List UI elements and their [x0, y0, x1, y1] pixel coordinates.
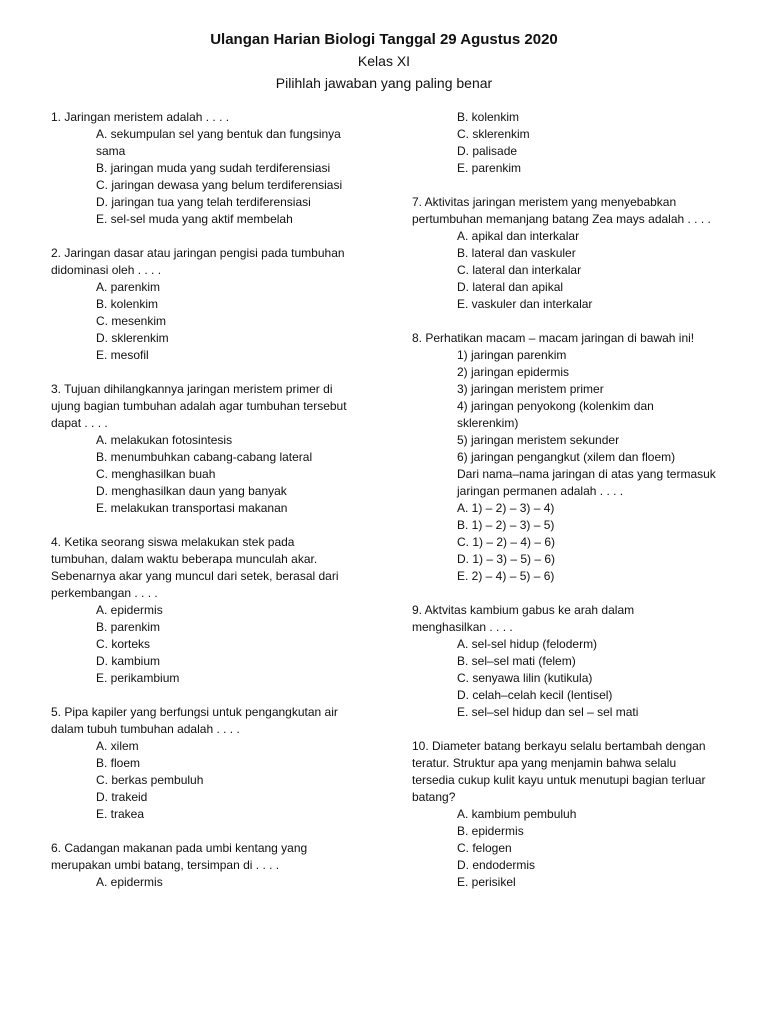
option: D. trakeid — [96, 790, 148, 804]
option: B. kolenkim — [457, 110, 520, 124]
list-item: 5) jaringan meristem sekunder — [457, 433, 620, 447]
option: C. mesenkim — [96, 314, 167, 328]
option: A. parenkim — [96, 280, 161, 294]
list-item: 6) jaringan pengangkut (xilem dan floem) — [457, 450, 676, 464]
question-1 — [51, 109, 371, 228]
option: C. menghasilkan buah — [96, 467, 216, 481]
exam-header — [0, 30, 768, 93]
option: B. menumbuhkan cabang-cabang lateral — [96, 450, 313, 464]
option: E. perikambium — [96, 671, 180, 685]
option: C. 1) – 2) – 4) – 6) — [457, 535, 556, 549]
question-text: dalam tubuh tumbuhan adalah . . . . — [51, 722, 240, 736]
question-text: 8. Perhatikan macam – macam jaringan di bawah ini! — [412, 331, 695, 345]
left-column — [51, 109, 371, 891]
option: B. jaringan muda yang sudah terdiferensiasi — [96, 161, 331, 175]
question-text: dapat . . . . — [51, 416, 108, 430]
option: A. epidermis — [96, 603, 163, 617]
option: C. lateral dan interkalar — [457, 263, 582, 277]
option: A. 1) – 2) – 3) – 4) — [457, 501, 555, 515]
question-6-continued — [412, 109, 737, 177]
instruction: Pilihlah jawaban yang paling benar — [275, 75, 493, 91]
option: D. jaringan tua yang telah terdiferensiasi — [96, 195, 311, 209]
question-5 — [51, 704, 371, 823]
question-text: 9. Aktvitas kambium gabus ke arah dalam — [412, 603, 635, 617]
option: E. melakukan transportasi makanan — [96, 501, 288, 515]
option: D. menghasilkan daun yang banyak — [96, 484, 287, 498]
question-text: tumbuhan, dalam waktu beberapa munculah akar. — [51, 552, 318, 566]
option: sama — [96, 144, 126, 158]
option: C. jaringan dewasa yang belum terdiferensiasi — [96, 178, 343, 192]
question-text: 3. Tujuan dihilangkannya jaringan meristem primer di — [51, 382, 333, 396]
question-text: 6. Cadangan makanan pada umbi kentang yang — [51, 841, 308, 855]
question-text: teratur. Struktur apa yang menjamin bahwa selalu — [412, 756, 677, 770]
question-text: 7. Aktivitas jaringan meristem yang menyebabkan — [412, 195, 677, 209]
right-column — [412, 109, 737, 891]
question-text: 1. Jaringan meristem adalah . . . . — [51, 110, 230, 124]
option: E. mesofil — [96, 348, 149, 362]
option: B. lateral dan vaskuler — [457, 246, 576, 260]
option: A. apikal dan interkalar — [457, 229, 580, 243]
question-2 — [51, 245, 371, 364]
option: D. sklerenkim — [96, 331, 169, 345]
question-text: 4. Ketika seorang siswa melakukan stek pada — [51, 535, 295, 549]
option: A. melakukan fotosintesis — [96, 433, 233, 447]
question-text: 5. Pipa kapiler yang berfungsi untuk pengangkutan air — [51, 705, 338, 719]
list-item: 2) jaringan epidermis — [457, 365, 570, 379]
question-3 — [51, 381, 371, 517]
option: C. felogen — [457, 841, 512, 855]
question-4 — [51, 534, 371, 687]
question-text: merupakan umbi batang, tersimpan di . . . . — [51, 858, 280, 872]
option: A. epidermis — [96, 875, 163, 889]
option: C. berkas pembuluh — [96, 773, 204, 787]
question-text: menghasilkan . . . . — [412, 620, 513, 634]
question-8 — [412, 330, 737, 585]
option: D. kambium — [96, 654, 161, 668]
question-text: tersedia cukup kulit kayu untuk menutupi bagian terluar — [412, 773, 706, 787]
option: B. sel–sel mati (felem) — [457, 654, 576, 668]
option: B. kolenkim — [96, 297, 159, 311]
option: C. senyawa lilin (kutikula) — [457, 671, 593, 685]
list-item: 3) jaringan meristem primer — [457, 382, 604, 396]
option: B. parenkim — [96, 620, 161, 634]
question-7 — [412, 194, 737, 313]
list-item: 4) jaringan penyokong (kolenkim dan — [457, 399, 654, 413]
question-text: Sebenarnya akar yang muncul dari setek, berasal dari — [51, 569, 339, 583]
question-text: perkembangan . . . . — [51, 586, 158, 600]
option: E. parenkim — [457, 161, 522, 175]
option: B. epidermis — [457, 824, 524, 838]
option: B. floem — [96, 756, 141, 770]
question-text: 2. Jaringan dasar atau jaringan pengisi pada tumbuhan — [51, 246, 345, 260]
exam-title: Ulangan Harian Biologi Tanggal 29 Agustus 2020 — [210, 31, 558, 48]
question-9 — [412, 602, 737, 721]
list-item: 1) jaringan parenkim — [457, 348, 567, 362]
option: D. 1) – 3) – 5) – 6) — [457, 552, 556, 566]
option: A. sel-sel hidup (feloderm) — [457, 637, 598, 651]
option: E. perisikel — [457, 875, 516, 889]
question-text: jaringan permanen adalah . . . . — [457, 484, 624, 498]
question-10 — [412, 738, 737, 891]
option: D. endodermis — [457, 858, 536, 872]
option: E. sel–sel hidup dan sel – sel mati — [457, 705, 639, 719]
option: E. trakea — [96, 807, 145, 821]
option: D. lateral dan apikal — [457, 280, 564, 294]
option: E. 2) – 4) – 5) – 6) — [457, 569, 555, 583]
question-6 — [51, 840, 371, 891]
option: D. celah–celah kecil (lentisel) — [457, 688, 613, 702]
question-text: 10. Diameter batang berkayu selalu bertambah dengan — [412, 739, 706, 753]
question-text: didominasi oleh . . . . — [51, 263, 162, 277]
list-item: sklerenkim) — [457, 416, 519, 430]
option: A. xilem — [96, 739, 139, 753]
option: B. 1) – 2) – 3) – 5) — [457, 518, 555, 532]
question-text: batang? — [412, 790, 456, 804]
question-text: Dari nama–nama jaringan di atas yang termasuk — [457, 467, 716, 481]
option: C. sklerenkim — [457, 127, 530, 141]
class-label: Kelas XI — [357, 53, 411, 69]
option: A. kambium pembuluh — [457, 807, 577, 821]
option: E. vaskuler dan interkalar — [457, 297, 593, 311]
option: D. palisade — [457, 144, 518, 158]
option: A. sekumpulan sel yang bentuk dan fungsinya — [96, 127, 341, 141]
question-text: ujung bagian tumbuhan adalah agar tumbuhan tersebut — [51, 399, 347, 413]
option: E. sel-sel muda yang aktif membelah — [96, 212, 293, 226]
option: C. korteks — [96, 637, 151, 651]
question-text: pertumbuhan memanjang batang Zea mays adalah . . . . — [412, 212, 711, 226]
